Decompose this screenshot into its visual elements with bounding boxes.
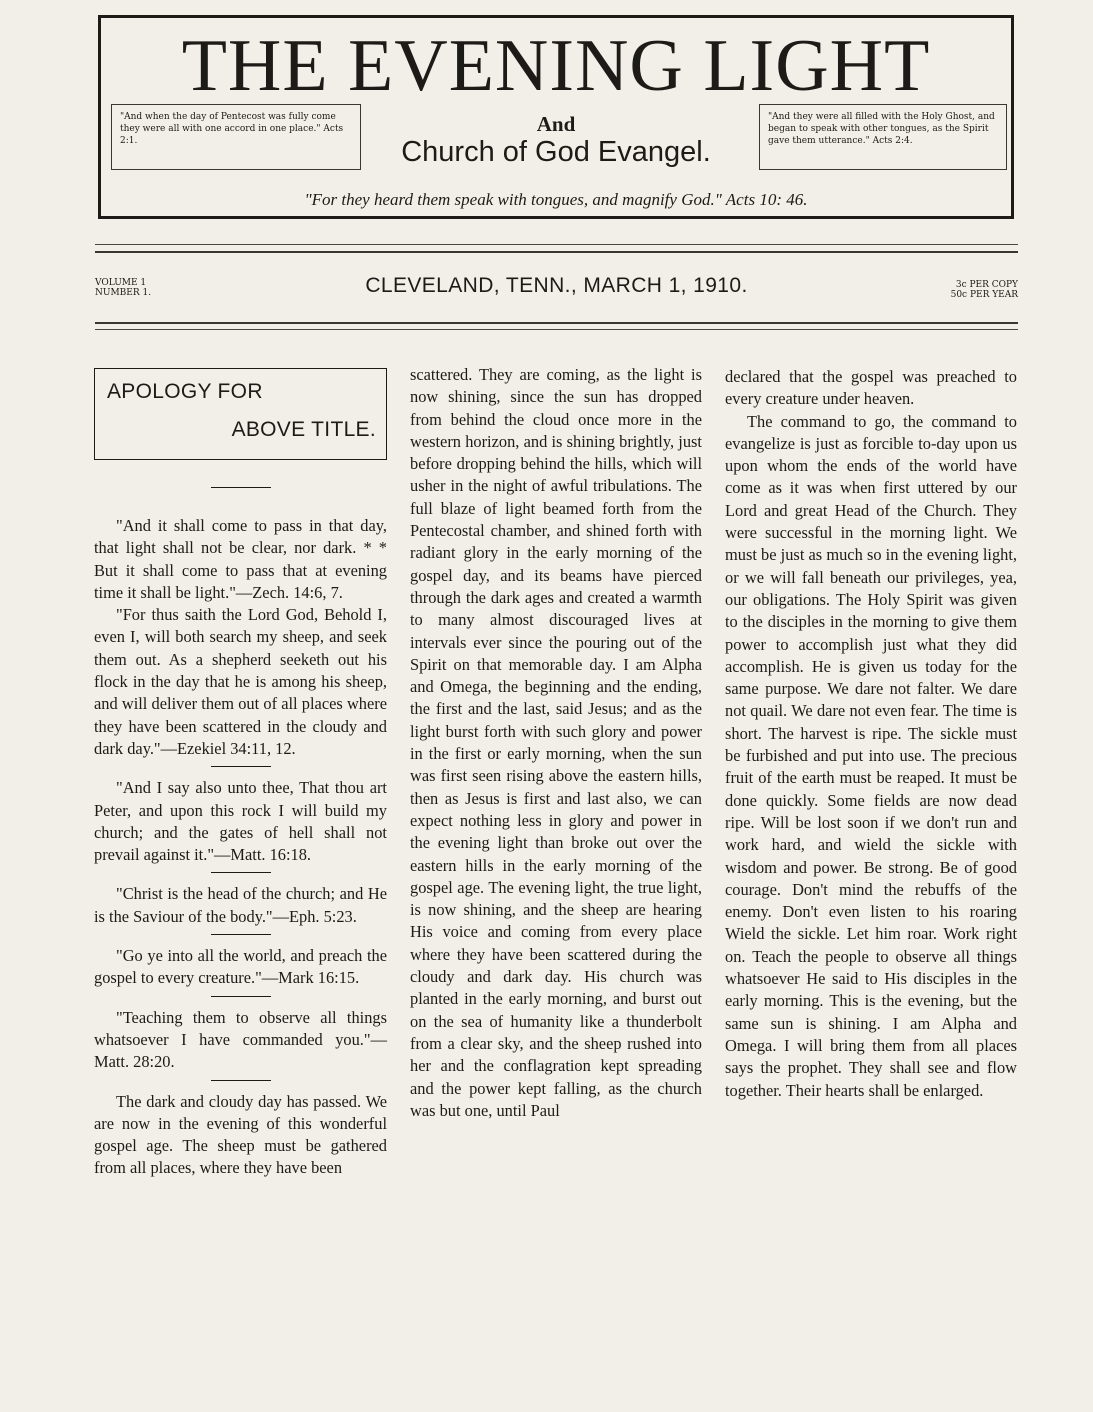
article-paragraph: The dark and cloudy day has passed. We are now in the evening of this wonderful gospel age. The sheep must be gathered from all places, where they have been: [94, 1091, 387, 1178]
masthead-motto: "For they heard them speak with tongues, and magnify God." Acts 10: 46.: [304, 190, 808, 209]
article-column-3: [725, 366, 1017, 1102]
separator-rule: [211, 872, 271, 873]
separator-rule: [211, 934, 271, 935]
separator-rule: [211, 487, 271, 488]
scripture-quote: "And I say also unto thee, That thou art Peter, and upon this rock I will build my church; and the gates of hell shall not prevail against it."—Matt. 16:18.: [94, 778, 387, 865]
scripture-quote: "Teaching them to observe all things whatsoever I have commanded you."—Matt. 28:20.: [94, 1007, 387, 1072]
scripture-quote: "Go ye into all the world, and preach the gospel to every creature."—Mark 16:15.: [94, 946, 387, 988]
scripture-quote: "And it shall come to pass in that day, that light shall not be clear, nor dark. * * But it shall come to pass that at evening time it shall be light."—Zech. 14:6, 7.: [94, 516, 387, 602]
masthead-title: THE EVENING LIGHT: [181, 25, 931, 107]
article-paragraph: The command to go, the command to evangelize is just as forcible to-day upon us upon whom the ends of the world have come as it was when first uttered by our Lord and great Head of the Church. They were successful in the morning light. We must be just as much so in the evening light, or we will fall beneath our privileges, yea, our obligations. The Holy Spirit was given to the disciples in the morning to give them power to accomplish just what they did accomplish. He is given us today for the same purpose. We dare not falter. We dare not quail. We dare not even fear. The time is short. The harvest is ripe. The sickle must be furbished and put into use. The precious fruit of the earth must be reaped. It must be done quickly. Some fields are now dead ripe. Will be lost soon if we don't run and work hard, and wield the sickle with wisdom and power. Be strong. Be of good courage. Don't mind the rebuffs of the enemy. Don't even listen to his roaring Wield the sickle. Let him roar. Work right on. Teach the people to observe all things whatsoever He said to His disciples in the early morning. This is the evening, but the same sun is shining. I am Alpha and Omega. I will bring them from all places says the prophet. They shall see and flow together. Their hearts shall be enlarged.: [725, 411, 1017, 1100]
article-heading-line-2: ABOVE TITLE.: [231, 418, 376, 441]
divider-rule: [95, 244, 1018, 245]
ear-quote-left: "And when the day of Pentecost was fully come they were all with one accord in one place." Acts 2:1.: [111, 104, 361, 170]
separator-rule: [211, 766, 271, 767]
masthead-subtitle: Church of God Evangel.: [401, 136, 711, 168]
scripture-quote: "For thus saith the Lord God, Behold I, even I, will both search my sheep, and seek them out. As a shepherd seeketh out his flock in the day that he is among his sheep, and will deliver them out of all places where they have been scattered in the cloudy and dark day."—Ezekiel 34:11, 12.: [94, 605, 387, 758]
divider-rule: [95, 322, 1018, 324]
price-per-year: 50c PER YEAR: [950, 290, 1018, 300]
price-block: [951, 280, 1018, 300]
article-paragraph: scattered. They are coming, as the light is now shining, since the sun has dropped from behind the cloud once more in the western horizon, and is shining brightly, just before dropping behind the hills, which will usher in the night of awful tribulations. The full blaze of light beamed forth from the Pentecostal chamber, and shined forth with radiant glory in the early morning of the gospel day, and its beams have pierced through the dark ages and created a warmth to many almost discouraged lives at intervals ever since the pouring out of the Spirit on that memorable day. I am Alpha and Omega, the beginning and the ending, the first and the last, said Jesus; and as the light burst forth with such glory and power in the first or early morning, when the sun was first seen rising above the eastern hills, then as Jesus is first and last also, we can expect nothing less in glory and power in the evening light than broke out over the eastern hills in the early morning of the gospel age. The evening light, the true light, is now shining, and the sheep are hearing His voice and coming from every place where they have been scattered during the cloudy and dark day. His church was planted in the early morning, and burst out on the sea of humanity like a thunderbolt from a clear sky, and the sheep rushed into her and the conflagration kept spreading and the power kept falling, as the church was but one, until Paul: [410, 365, 702, 1120]
article-heading-box: [94, 368, 387, 460]
masthead: [98, 15, 1014, 219]
divider-rule: [95, 251, 1018, 253]
article-column-1: [94, 368, 387, 1180]
divider-rule: [95, 329, 1018, 330]
volume-label: VOLUME 1: [95, 278, 147, 288]
separator-rule: [211, 1080, 271, 1081]
article-heading-line-1: APOLOGY FOR: [107, 380, 263, 403]
number-label: NUMBER 1.: [95, 288, 152, 298]
scripture-quote: "Christ is the head of the church; and He is the Saviour of the body."—Eph. 5:23.: [94, 884, 387, 926]
dateline-place-date: CLEVELAND, TENN., MARCH 1, 1910.: [365, 274, 748, 297]
dateline: [95, 270, 1018, 310]
masthead-and: And: [536, 112, 576, 136]
ear-quote-right: "And they were all filled with the Holy Ghost, and began to speak with other tongues, as the Spirit gave them utterance." Acts 2:4.: [759, 104, 1007, 170]
article-column-2: [410, 364, 702, 1122]
article-paragraph: declared that the gospel was preached to every creature under heaven.: [725, 367, 1017, 409]
price-per-copy: 3c PER COPY: [955, 280, 1018, 290]
separator-rule: [211, 996, 271, 997]
